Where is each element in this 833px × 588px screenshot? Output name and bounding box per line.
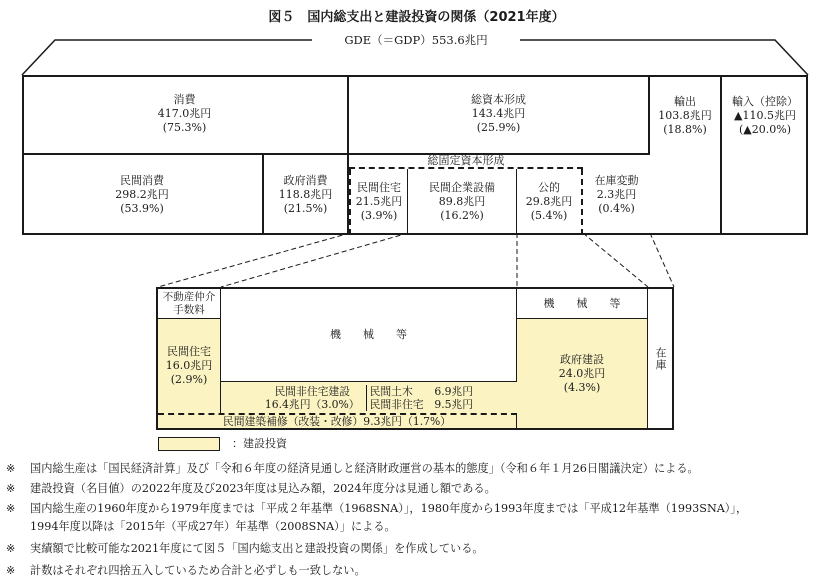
civil-engineering: 民間土木 6.9兆円 <box>369 384 474 398</box>
lower-housing-cell <box>158 319 221 413</box>
imports-value: ▲110.5兆円 <box>734 109 796 122</box>
private-consumption-pct: (53.9%) <box>120 202 164 215</box>
note-line <box>6 563 366 578</box>
gov-consumption-value: 118.8兆円 <box>278 188 333 201</box>
note-mark: ※ <box>6 462 16 475</box>
real-estate-fee-line2: 手数料 <box>173 303 205 316</box>
real-estate-fee-cell <box>158 289 221 319</box>
private-business-pct: (16.2%) <box>440 209 484 222</box>
lower-inventory-label: 在庫 <box>654 346 667 371</box>
public-label: 公的 <box>538 181 560 194</box>
gov-construction-cell <box>517 319 648 428</box>
public-cell <box>517 169 583 235</box>
private-housing-pct: (3.9%) <box>360 209 398 222</box>
public-value: 29.8兆円 <box>525 195 573 208</box>
note-text: 実績額で比較可能な2021年度にて図５「国内総支出と建設投資の関係」を作成している。 <box>30 542 484 555</box>
machinery-left-label: 機 械 等 <box>330 328 407 341</box>
note-mark: ※ <box>6 502 16 515</box>
consumption-value: 417.0兆円 <box>157 107 212 120</box>
private-business-value: 89.8兆円 <box>438 195 486 208</box>
real-estate-fee-line1: 不動産仲介 <box>162 290 216 303</box>
consumption-label: 消費 <box>173 93 196 106</box>
machinery-right-label: 機 械 等 <box>543 296 621 310</box>
gross-capital-cell <box>349 75 650 155</box>
fixed-capital-label: 総固定資本形成 <box>349 155 583 169</box>
gov-construction-pct: (4.3%) <box>563 380 601 394</box>
note-text: 国内総生産は「国民経済計算」及び「令和６年度の経済見通しと経済財政運営の基本的態度」（令和６年１月26日閣議決定）による。 <box>30 462 699 475</box>
exports-value: 103.8兆円 <box>658 109 712 122</box>
nonres-label: 民間非住宅建設 <box>274 384 351 398</box>
figure-title: 図５ 国内総支出と建設投資の関係（2021年度） <box>268 10 565 25</box>
gross-capital-pct: (25.9%) <box>476 121 521 134</box>
gde-label: GDE（＝GDP）553.6兆円 <box>312 32 520 48</box>
private-housing-label: 民間住宅 <box>357 181 401 194</box>
repair-label: 民間建築補修（改装・改修）9.3兆円（1.7%） <box>222 414 452 428</box>
note-mark: ※ <box>6 564 16 577</box>
note-line <box>6 541 484 556</box>
note-text: 1994年度以降は「2015年（平成27年）年基準（2008SNA）」による。 <box>30 520 396 533</box>
private-housing-cell <box>349 169 408 235</box>
machinery-right-cell <box>517 289 648 319</box>
inventory-cell <box>583 155 650 235</box>
private-consumption-label: 民間消費 <box>120 174 164 187</box>
imports-label: 輸入（控除） <box>732 95 798 108</box>
nonres-cell <box>221 382 517 413</box>
gov-construction-value: 24.0兆円 <box>558 366 606 380</box>
gross-capital-label: 総資本形成 <box>471 93 526 106</box>
note-line <box>6 501 747 516</box>
imports-cell <box>722 75 808 235</box>
inventory-value: 2.3兆円 <box>596 188 637 201</box>
gov-consumption-pct: (21.5%) <box>283 202 328 215</box>
private-housing-value: 21.5兆円 <box>355 195 403 208</box>
lower-inventory-cell <box>648 289 672 428</box>
note-mark: ※ <box>6 542 16 555</box>
note-text: 建設投資（名目値）の2022年度及び2023年度は見込み額，2024年度分は見通し額である。 <box>30 482 496 495</box>
note-line <box>6 519 396 534</box>
note-line <box>6 481 496 496</box>
exports-cell <box>650 75 722 235</box>
legend-label: ：建設投資 <box>232 437 287 450</box>
imports-pct: (▲20.0%) <box>739 123 791 136</box>
note-mark: ※ <box>6 482 16 495</box>
nonres-building: 民間非住宅 9.5兆円 <box>369 397 474 411</box>
gov-consumption-cell <box>264 155 349 235</box>
nonres-value: 16.4兆円（3.0%） <box>264 397 360 411</box>
exports-pct: (18.8%) <box>663 123 707 136</box>
repair-cell <box>158 413 517 428</box>
legend-swatch <box>158 437 220 451</box>
gov-consumption-label: 政府消費 <box>283 174 328 187</box>
private-consumption-value: 298.2兆円 <box>115 188 169 201</box>
consumption-cell <box>22 75 349 155</box>
note-text: 国内総生産の1960年度から1979年度までは「平成２年基準（1968SNA）」，1980年度から1993年度までは「平成12年基準（1993SNA）」， <box>30 502 748 515</box>
private-consumption-cell <box>22 155 264 235</box>
lower-housing-label: 民間住宅 <box>167 345 211 358</box>
private-business-label: 民間企業設備 <box>429 181 495 194</box>
lower-housing-value: 16.0兆円 <box>165 359 213 372</box>
consumption-pct: (75.3%) <box>162 121 207 134</box>
note-text: 計数はそれぞれ四捨五入しているため合計と必ずしも一致しない。 <box>30 564 366 577</box>
inventory-label: 在庫変動 <box>594 174 639 187</box>
public-pct: (5.4%) <box>530 209 568 222</box>
inventory-pct: (0.4%) <box>598 202 635 215</box>
machinery-left-cell <box>221 289 517 382</box>
note-line <box>6 461 699 476</box>
gross-capital-value: 143.4兆円 <box>471 107 526 120</box>
lower-housing-pct: (2.9%) <box>170 373 208 386</box>
gov-construction-label: 政府建設 <box>560 352 604 366</box>
exports-label: 輸出 <box>674 95 696 108</box>
private-business-cell <box>408 169 517 235</box>
